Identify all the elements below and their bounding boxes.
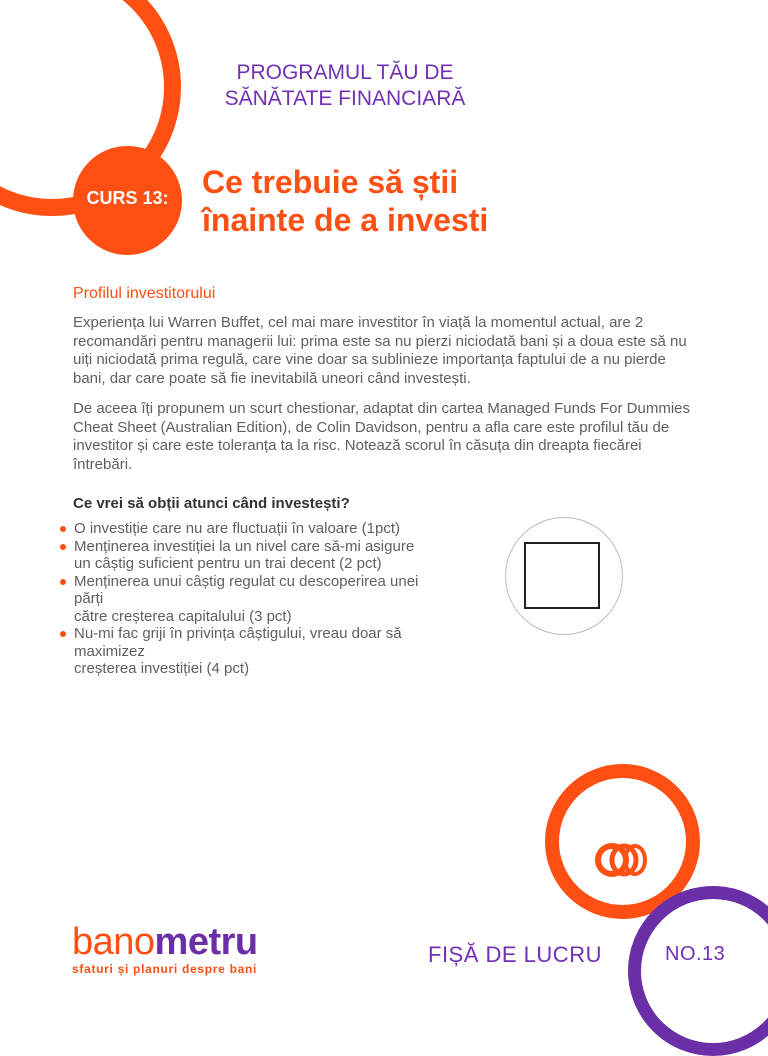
program-title-line2: SĂNĂTATE FINANCIARĂ: [224, 87, 466, 110]
answer-line: creșterea investiției (4 pct): [74, 660, 250, 677]
worksheet-number: NO.13: [665, 943, 726, 965]
answer-line: O investiție care nu are fluctuații în valoare (1pct): [74, 520, 400, 537]
course-label: CURS 13:: [86, 188, 169, 208]
instructions-paragraph: De aceea îți propunem un scurt chestionar, adaptat din cartea Managed Funds For Dummies Cheat Sheet (Australian Edition), de Colin Davidson, pentru a afla care este profilul tău de investitor și care este toleranța ta la risc. Notează scorul în căsuța din dreapta fiecărei întrebări.: [73, 400, 690, 473]
answer-line: Nu-mi fac griji în privința câștigului, vreau doar să maximizez: [74, 625, 402, 660]
bullet-icon: [60, 579, 66, 585]
worksheet-label: FIȘĂ DE LUCRU: [428, 942, 602, 967]
triple-ring-icon: [592, 838, 656, 882]
answer-line: Menținerea unui câștig regulat cu descoperirea unei părți: [74, 572, 419, 607]
score-input-box[interactable]: [524, 542, 600, 609]
program-title-line1: PROGRAMUL TĂU DE: [236, 61, 454, 84]
logo-metru: metru: [154, 921, 258, 963]
bano-metru-logo: [72, 922, 258, 976]
lesson-title: [202, 163, 488, 239]
answer-option: [60, 538, 430, 573]
program-title: [190, 60, 500, 112]
lesson-title-line1: Ce trebuie să știi: [202, 164, 459, 200]
answer-option: [60, 625, 430, 678]
section-title: Profilul investitorului: [73, 285, 216, 302]
question-title: Ce vrei să obții atunci când investești?: [73, 495, 350, 512]
logo-tagline: sfaturi și planuri despre bani: [72, 962, 258, 976]
bullet-icon: [60, 631, 66, 637]
bullet-icon: [60, 544, 66, 550]
answer-list: [60, 520, 430, 678]
answer-option: [60, 573, 430, 626]
bullet-icon: [60, 526, 66, 532]
answer-line: un câștig suficient pentru un trai decent (2 pct): [74, 555, 382, 572]
answer-option: [60, 520, 430, 538]
lesson-title-line2: înainte de a investi: [202, 202, 489, 238]
logo-bano: bano: [72, 921, 155, 963]
logo-wordmark: [72, 922, 258, 962]
answer-line: către creșterea capitalului (3 pct): [74, 607, 292, 625]
intro-paragraph: Experiența lui Warren Buffet, cel mai mare investitor în viață la momentul actual, are 2 recomandări pentru managerii lui: prima este sa nu pierzi niciodată bani și a doua este să nu uiți niciodată prima regulă, care vine doar sa sublinieze importanța faptului de a nu pierde bani, dar care poate să fie inevitabilă uneori când investești.: [73, 314, 687, 387]
answer-line: Menținerea investiției la un nivel care să-mi asigure: [74, 537, 415, 555]
